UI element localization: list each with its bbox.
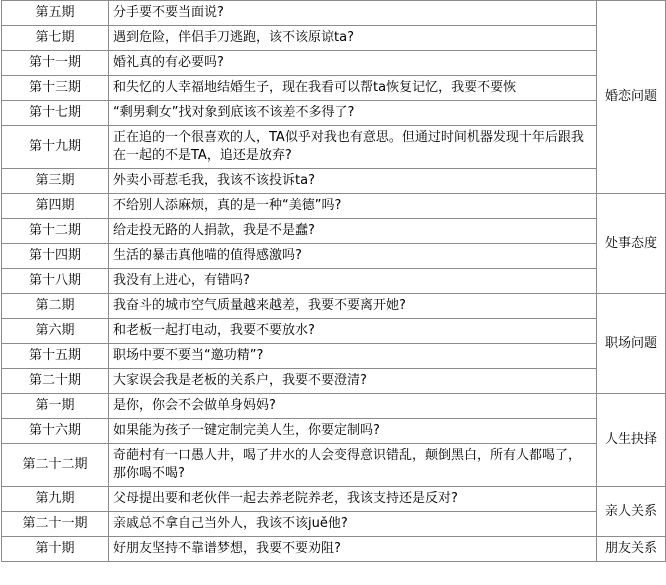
table-row [2,126,666,169]
episode-topic-table [1,0,666,562]
table-row [2,294,666,319]
question-cell: 如果能为孩子一键定制完美人生，你要定制吗? [109,419,597,444]
question-cell: 职场中要不要当“邀功精”? [109,344,597,369]
question-cell: 生活的暴击真他喵的值得感激吗? [109,244,597,269]
question-cell: 婚礼真的有必要吗? [109,51,597,76]
table-row [2,26,666,51]
episode-cell: 第九期 [2,487,109,512]
category-cell: 亲人关系 [597,487,666,537]
table-row [2,512,666,537]
episode-cell: 第二十期 [2,369,109,394]
category-cell: 人生抉择 [597,394,666,487]
episode-cell: 第十九期 [2,126,109,169]
question-cell: 我奋斗的城市空气质量越来越差，我要不要离开她? [109,294,597,319]
category-cell: 处事态度 [597,194,666,294]
episode-cell: 第十七期 [2,101,109,126]
table-row [2,194,666,219]
episode-cell: 第十六期 [2,419,109,444]
episode-cell: 第十期 [2,537,109,562]
question-cell: 好朋友坚持不靠谱梦想，我要不要劝阻? [109,537,597,562]
question-cell: “剩男剩女”找对象到底该不该差不多得了? [109,101,597,126]
table-row [2,76,666,101]
episode-cell: 第十八期 [2,269,109,294]
question-cell: 我没有上进心，有错吗? [109,269,597,294]
episode-cell: 第五期 [2,1,109,26]
episode-cell: 第七期 [2,26,109,51]
episode-cell: 第二期 [2,294,109,319]
table-row [2,219,666,244]
table-row [2,419,666,444]
table-row [2,269,666,294]
question-cell: 奇葩村有一口愚人井，喝了井水的人会变得意识错乱，颠倒黑白，所有人都喝了，那你喝不喝? [109,444,597,487]
table-row [2,169,666,194]
episode-cell: 第六期 [2,319,109,344]
episode-cell: 第一期 [2,394,109,419]
table-row [2,51,666,76]
question-cell: 大家误会我是老板的关系户，我要不要澄清? [109,369,597,394]
table-row [2,319,666,344]
episode-cell: 第十四期 [2,244,109,269]
episode-cell: 第二十二期 [2,444,109,487]
episode-cell: 第十三期 [2,76,109,101]
question-cell: 不给别人添麻烦，真的是一种“美德”吗? [109,194,597,219]
question-cell: 父母提出要和老伙伴一起去养老院养老，我该支持还是反对? [109,487,597,512]
table-row [2,1,666,26]
category-cell: 婚恋问题 [597,1,666,194]
question-cell: 和老板一起打电动，我要不要放水? [109,319,597,344]
episode-cell: 第二十一期 [2,512,109,537]
question-cell: 给走投无路的人捐款，我是不是蠢? [109,219,597,244]
question-cell: 和失忆的人幸福地结婚生子，现在我看可以帮ta恢复记忆，我要不要恢 [109,76,597,101]
episode-cell: 第十五期 [2,344,109,369]
episode-cell: 第十二期 [2,219,109,244]
table-row [2,444,666,487]
episode-cell: 第三期 [2,169,109,194]
table-row [2,394,666,419]
category-cell: 朋友关系 [597,537,666,562]
table-row [2,344,666,369]
table-row [2,101,666,126]
table-row [2,244,666,269]
episode-cell: 第十一期 [2,51,109,76]
table-row [2,537,666,562]
question-cell: 亲戚总不拿自己当外人，我该不该juě他? [109,512,597,537]
question-cell: 外卖小哥惹毛我，我该不该投诉ta? [109,169,597,194]
table-row [2,487,666,512]
table-body [2,1,666,562]
question-cell: 遇到危险，伴侣手刀逃跑，该不该原谅ta? [109,26,597,51]
question-cell: 正在追的一个很喜欢的人，TA似乎对我也有意思。但通过时间机器发现十年后跟我在一起的不是TA，追还是放弃? [109,126,597,169]
question-cell: 分手要不要当面说? [109,1,597,26]
question-cell: 是你，你会不会做单身妈妈? [109,394,597,419]
episode-cell: 第四期 [2,194,109,219]
table-row [2,369,666,394]
category-cell: 职场问题 [597,294,666,394]
